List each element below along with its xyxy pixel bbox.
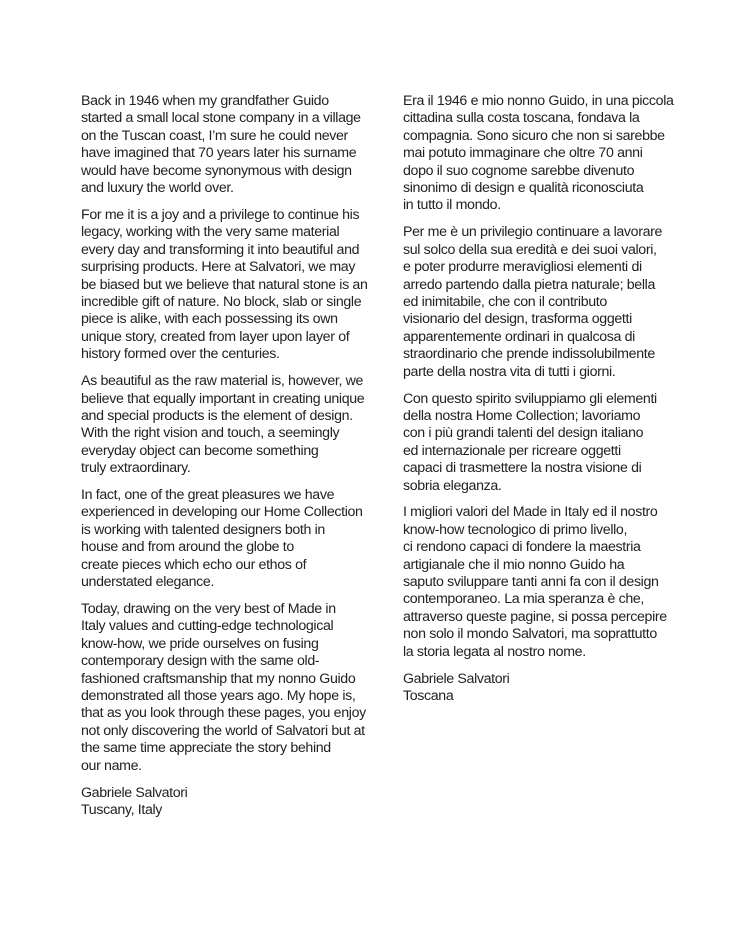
text-line: ed internazionale per ricreare oggetti — [403, 442, 621, 459]
text-line: Today, drawing on the very best of Made in — [81, 600, 336, 617]
text-line: truly extraordinary. — [81, 460, 191, 477]
text-line: e poter produrre meravigliosi elementi di — [403, 259, 642, 276]
text-line: Italy values and cutting-edge technological — [81, 618, 334, 635]
italian-signature — [403, 671, 733, 706]
text-line: non solo il mondo Salvatori, ma soprattutto — [403, 626, 657, 643]
text-line: create pieces which echo our ethos of — [81, 556, 307, 573]
text-line: ed inimitabile, che con il contributo — [403, 293, 607, 310]
italian-paragraph-1 — [403, 93, 733, 215]
text-line: della nostra Home Collection; lavoriamo — [403, 407, 641, 424]
signature-location: Toscana — [403, 688, 454, 704]
text-line: Era il 1946 e mio nonno Guido, in una piccola — [403, 93, 674, 109]
text-line: experienced in developing our Home Collection — [81, 504, 363, 521]
text-line: sinonimo di design e qualità riconosciuta — [403, 180, 644, 197]
text-line: believe that equally important in creating unique — [81, 390, 365, 407]
text-line: started a small local stone company in a village — [81, 110, 361, 127]
english-column — [81, 93, 393, 819]
text-line: visionario del design, trasforma oggetti — [403, 311, 632, 328]
text-line: sul solco della sua eredità e dei suoi valori, — [403, 241, 657, 258]
text-line: capaci di trasmettere la nostra visione di — [403, 460, 642, 477]
text-line: every day and transforming it into beautiful and — [81, 241, 360, 258]
text-line: that as you look through these pages, you enjoy — [81, 705, 366, 722]
text-line: be biased but we believe that natural stone is an — [81, 276, 368, 293]
text-line: As beautiful as the raw material is, however, we — [81, 373, 364, 390]
signature-name: Gabriele Salvatori — [81, 784, 188, 801]
italian-column — [403, 93, 733, 705]
text-line: ci rendono capaci di fondere la maestria — [403, 539, 641, 556]
english-paragraph-2 — [81, 207, 393, 364]
italian-paragraph-3 — [403, 391, 733, 495]
text-line: unique story, created from layer upon layer of — [81, 328, 350, 345]
text-line: know-how tecnologico di primo livello, — [403, 521, 628, 538]
text-line: artigianale che il mio nonno Guido ha — [403, 556, 625, 573]
text-line: history formed over the centuries. — [81, 346, 280, 363]
text-line: attraverso queste pagine, si possa percepire — [403, 608, 667, 625]
text-line: contemporaneo. La mia speranza è che, — [403, 591, 645, 608]
text-line: is working with talented designers both in — [81, 521, 325, 538]
text-line: sobria eleganza. — [403, 477, 502, 494]
english-paragraph-4 — [81, 487, 393, 591]
text-line: surprising products. Here at Salvatori, we may — [81, 259, 356, 276]
text-line: legacy, working with the very same material — [81, 224, 340, 241]
text-line: demonstrated all those years ago. My hope is, — [81, 688, 356, 704]
text-line: In fact, one of the great pleasures we have — [81, 487, 335, 504]
text-line: arredo partendo dalla pietra naturale; bella — [403, 276, 655, 293]
italian-paragraph-2 — [403, 224, 733, 381]
text-line: con i più grandi talenti del design italiano — [403, 425, 644, 442]
text-line: and special products is the element of design. — [81, 407, 353, 424]
italian-paragraph-4 — [403, 504, 733, 661]
text-line: in tutto il mondo. — [403, 197, 501, 214]
text-line: dopo il suo cognome sarebbe divenuto — [403, 162, 635, 179]
text-line: and luxury the world over. — [81, 180, 234, 197]
text-line: the same time appreciate the story behind — [81, 740, 331, 757]
text-line: our name. — [81, 757, 142, 774]
signature-name: Gabriele Salvatori — [403, 670, 510, 687]
text-line: house and from around the globe to — [81, 539, 294, 556]
english-signature — [81, 785, 393, 820]
text-line: saputo sviluppare tanti anni fa con il design — [403, 574, 659, 591]
text-line: straordinario che prende indissolubilmente — [403, 346, 655, 363]
text-line: Per me è un privilegio continuare a lavorare — [403, 224, 663, 241]
english-paragraph-3 — [81, 373, 393, 477]
text-line: on the Tuscan coast, I’m sure he could never — [81, 127, 348, 144]
text-line: compagnia. Sono sicuro che non si sarebbe — [403, 127, 665, 144]
text-line: would have become synonymous with design — [81, 162, 352, 179]
text-line: parte della nostra vita di tutti i giorni. — [403, 363, 616, 380]
text-line: With the right vision and touch, a seemingly — [81, 425, 340, 442]
text-line: la storia legata al nostro nome. — [403, 643, 586, 660]
text-line: cittadina sulla costa toscana, fondava la — [403, 110, 640, 127]
text-line: not only discovering the world of Salvatori but at — [81, 722, 365, 739]
text-line: fashioned craftsmanship that my nonno Guido — [81, 670, 356, 687]
text-line: have imagined that 70 years later his surname — [81, 145, 357, 162]
english-paragraph-1 — [81, 93, 393, 197]
english-paragraph-5 — [81, 601, 393, 775]
text-line: contemporary design with the same old- — [81, 653, 320, 670]
text-line: know-how, we pride ourselves on fusing — [81, 635, 319, 652]
text-line: everyday object can become something — [81, 442, 319, 459]
text-line: I migliori valori del Made in Italy ed il nostro — [403, 504, 658, 521]
text-line: incredible gift of nature. No block, slab or single — [81, 293, 362, 310]
text-line: Con questo spirito sviluppiamo gli elementi — [403, 390, 657, 407]
text-line: mai potuto immaginare che oltre 70 anni — [403, 145, 643, 162]
text-line: piece is alike, with each possessing its own — [81, 311, 338, 328]
text-line: Back in 1946 when my grandfather Guido — [81, 93, 329, 109]
text-line: understated elegance. — [81, 574, 215, 591]
text-line: apparentemente ordinari in qualcosa di — [403, 328, 635, 345]
signature-location: Tuscany, Italy — [81, 801, 163, 818]
text-line: For me it is a joy and a privilege to continue his — [81, 206, 360, 223]
